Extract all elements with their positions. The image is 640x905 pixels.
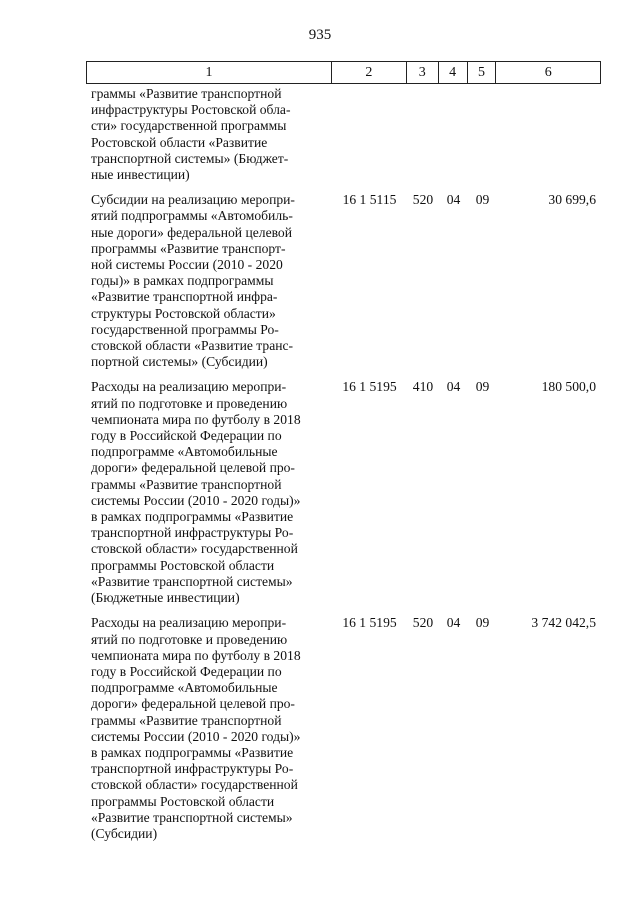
- row-name-line: стовской области «Развитие транс-: [91, 338, 294, 354]
- table-header: [86, 61, 601, 84]
- row-code: 16 1 5195: [342, 379, 397, 395]
- row-name: [86, 379, 332, 606]
- column-header-3: 3: [407, 62, 439, 83]
- row-name-line: году в Российской Федерации по: [91, 428, 282, 444]
- row-name: [86, 86, 332, 183]
- row-name-line: транспортной инфраструктуры Ро-: [91, 761, 294, 777]
- row-name-line: ятий подпрограммы «Автомобиль-: [91, 208, 293, 224]
- row-name-line: (Бюджетные инвестиции): [91, 590, 240, 606]
- row-pr: 09: [475, 192, 490, 208]
- table-row: [86, 192, 601, 370]
- table-row: [86, 86, 601, 183]
- row-name-line: (Субсидии): [91, 825, 158, 841]
- row-rz: 04: [446, 379, 461, 395]
- row-code: [332, 86, 407, 183]
- row-name-line: подпрограмме «Автомобильные: [91, 444, 278, 460]
- table-body: [86, 86, 601, 842]
- table-row: [86, 379, 601, 606]
- row-code: 16 1 5195: [342, 615, 397, 631]
- row-name-line: «Развитие транспортной системы»: [91, 809, 293, 825]
- row-name-line: программы «Развитие транспорт-: [91, 240, 286, 256]
- row-name-line: системы России (2010 - 2020 годы)»: [91, 492, 301, 508]
- row-name-line: ные инвестиции): [91, 167, 190, 183]
- row-name-line: в рамках подпрограммы «Развитие: [91, 509, 294, 525]
- row-name-line: Субсидии на реализацию меропри-: [91, 192, 295, 208]
- row-name-line: инфраструктуры Ростовской обла-: [91, 102, 291, 118]
- row-name-line: Ростовской области «Развитие: [91, 134, 268, 150]
- row-name-line: Расходы на реализацию меропри-: [91, 615, 287, 631]
- row-name-line: транспортной инфраструктуры Ро-: [91, 525, 294, 541]
- row-name-line: ные дороги» федеральной целевой: [91, 224, 293, 240]
- row-name-line: портной системы» (Субсидии): [91, 354, 268, 370]
- column-header-2: 2: [332, 62, 407, 83]
- row-rz: 04: [446, 615, 461, 631]
- row-name: [86, 192, 332, 370]
- column-header-6: 6: [544, 64, 552, 80]
- row-name-line: стовской области» государственной: [91, 777, 298, 793]
- row-name-line: системы России (2010 - 2020 годы)»: [91, 728, 301, 744]
- row-sum: 180 500,0: [541, 379, 596, 395]
- row-name-line: ятий по подготовке и проведению: [91, 395, 288, 411]
- row-name-line: Расходы на реализацию меропри-: [91, 379, 287, 395]
- row-name-line: сти» государственной программы: [91, 118, 287, 134]
- row-name-line: в рамках подпрограммы «Развитие: [91, 744, 294, 760]
- column-header-4: 4: [439, 62, 468, 83]
- row-name-line: граммы «Развитие транспортной: [91, 86, 282, 101]
- row-pr: 09: [475, 615, 490, 631]
- row-name-line: граммы «Развитие транспортной: [91, 712, 282, 728]
- row-sum: [497, 86, 601, 183]
- row-vr: [407, 86, 439, 183]
- row-name-line: государственной программы Ро-: [91, 321, 279, 337]
- row-name-line: стовской области» государственной: [91, 541, 298, 557]
- row-name-line: структуры Ростовской области»: [91, 305, 276, 321]
- row-name-line: дороги» федеральной целевой про-: [91, 460, 295, 476]
- row-name-line: программы Ростовской области: [91, 557, 275, 573]
- table-row: [86, 615, 601, 842]
- column-header-1: 1: [87, 62, 332, 83]
- row-name-line: ной системы России (2010 - 2020: [91, 257, 283, 273]
- row-name-line: чемпионата мира по футболу в 2018: [91, 647, 301, 663]
- row-sum: 3 742 042,5: [531, 615, 596, 631]
- row-name-line: программы Ростовской области: [91, 793, 275, 809]
- row-rz: 04: [446, 192, 461, 208]
- row-name-line: чемпионата мира по футболу в 2018: [91, 411, 301, 427]
- row-rz: [439, 86, 468, 183]
- row-pr: [468, 86, 497, 183]
- row-name-line: году в Российской Федерации по: [91, 663, 282, 679]
- row-vr: 520: [412, 615, 434, 631]
- row-name-line: транспортной системы» (Бюджет-: [91, 150, 289, 166]
- row-vr: 410: [412, 379, 434, 395]
- row-name-line: подпрограмме «Автомобильные: [91, 680, 278, 696]
- row-sum: 30 699,6: [548, 192, 596, 208]
- row-name-line: годы)» в рамках подпрограммы: [91, 273, 274, 289]
- page-number: 935: [308, 27, 332, 43]
- row-name: [86, 615, 332, 842]
- column-header-5: 5: [468, 62, 497, 83]
- row-name-line: «Развитие транспортной инфра-: [91, 289, 278, 305]
- row-name-line: дороги» федеральной целевой про-: [91, 696, 295, 712]
- row-pr: 09: [475, 379, 490, 395]
- row-name-line: граммы «Развитие транспортной: [91, 476, 282, 492]
- row-vr: 520: [412, 192, 434, 208]
- row-name-line: ятий по подготовке и проведению: [91, 631, 288, 647]
- row-name-line: «Развитие транспортной системы»: [91, 573, 293, 589]
- row-code: 16 1 5115: [342, 192, 397, 208]
